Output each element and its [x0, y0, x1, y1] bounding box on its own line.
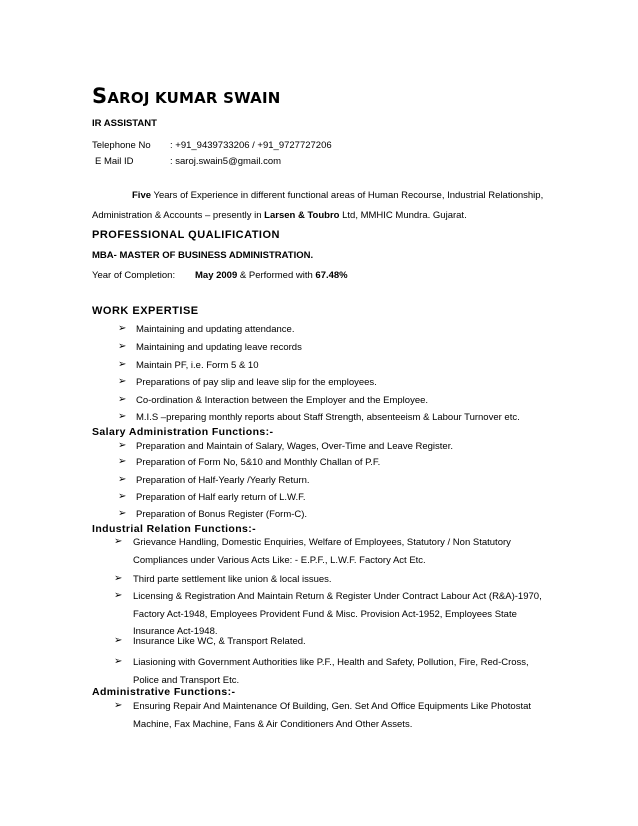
qualification-heading: PROFESSIONAL QUALIFICATION: [92, 229, 280, 241]
bullet-text: Police and Transport Etc.: [133, 674, 240, 686]
bullet-arrow-icon: ➢: [114, 656, 123, 667]
industrial-heading: Industrial Relation Functions:-: [92, 523, 257, 535]
bullet-text: Preparation of Half early return of L.W.F.: [136, 492, 306, 503]
bullet-arrow-icon: ➢: [118, 341, 127, 352]
bullet-text: Maintaining and updating leave records: [136, 342, 302, 353]
bullet-arrow-icon: ➢: [118, 376, 127, 387]
bullet-text: Licensing & Registration And Maintain Return & Register Under Contract Labour Act (R&A)-1970,: [133, 591, 542, 602]
bullet-arrow-icon: ➢: [118, 474, 127, 485]
salary-heading: Salary Administration Functions:-: [92, 426, 274, 438]
summary-line-2: Administration & Accounts – presently in Larsen & Toubro Ltd, MMHIC Mundra. Gujarat.: [92, 210, 467, 221]
bullet-arrow-icon: ➢: [118, 456, 127, 467]
bullet-text: Grievance Handling, Domestic Enquiries, Welfare of Employees, Statutory / Non Statutory: [133, 537, 511, 548]
completion-row: Year of Completion: May 2009 & Performed with 67.48%: [92, 270, 348, 281]
degree: MBA- MASTER OF BUSINESS ADMINISTRATION.: [92, 250, 314, 261]
bullet-arrow-icon: ➢: [118, 323, 127, 334]
bullet-text: Ensuring Repair And Maintenance Of Building, Gen. Set And Office Equipments Like Photostat: [133, 701, 532, 712]
bullet-text: Factory Act-1948, Employees Provident Fund & Misc. Provision Act-1952, Employees State: [133, 608, 517, 620]
bullet-text: Preparation of Form No, 5&10 and Monthly Challan of P.F.: [136, 457, 381, 468]
bullet-arrow-icon: ➢: [118, 508, 127, 519]
bullet-text: Insurance Act-1948.: [133, 626, 218, 637]
bullet-arrow-icon: ➢: [118, 491, 127, 502]
bullet-text: Compliances under Various Acts Like: - E.P.F., L.W.F. Factory Act Etc.: [133, 554, 426, 566]
bullet-text: Co-ordination & Interaction between the Employer and the Employee.: [136, 395, 429, 406]
bullet-text: Preparations of pay slip and leave slip for the employees.: [136, 377, 377, 388]
candidate-name: SAROJ KUMAR SWAIN: [92, 84, 281, 108]
bullet-text: Maintain PF, i.e. Form 5 & 10: [136, 360, 259, 371]
bullet-arrow-icon: ➢: [118, 440, 127, 451]
bullet-text: Preparation of Half-Yearly /Yearly Return.: [136, 475, 310, 486]
bullet-text: Preparation and Maintain of Salary, Wages, Over-Time and Leave Register.: [136, 441, 453, 452]
email-value: : saroj.swain5@gmail.com: [170, 156, 282, 167]
job-title: IR ASSISTANT: [92, 118, 157, 129]
bullet-text: Preparation of Bonus Register (Form-C).: [136, 509, 308, 520]
phone-value: : +91_9439733206 / +91_9727727206: [170, 140, 332, 151]
email-label: E Mail ID: [95, 156, 134, 167]
bullet-text: Machine, Fax Machine, Fans & Air Conditioners And Other Assets.: [133, 719, 413, 730]
bullet-arrow-icon: ➢: [118, 359, 127, 370]
bullet-arrow-icon: ➢: [114, 700, 123, 711]
bullet-arrow-icon: ➢: [118, 411, 127, 422]
company-name: Larsen & Toubro: [264, 210, 340, 221]
bullet-text: Liasioning with Government Authorities like P.F., Health and Safety, Pollution, Fire, Red-Cross,: [133, 657, 529, 668]
bullet-arrow-icon: ➢: [114, 536, 123, 547]
phone-label: Telephone No: [92, 140, 151, 151]
bullet-arrow-icon: ➢: [114, 590, 123, 601]
summary-line-1: Five Years of Experience in different functional areas of Human Recourse, Industrial Relationship,: [132, 190, 544, 201]
bullet-text: Third parte settlement like union & local issues.: [133, 574, 332, 585]
work-expertise-heading: WORK EXPERTISE: [92, 305, 199, 317]
bullet-text: Maintaining and updating attendance.: [136, 324, 295, 335]
administrative-heading: Administrative Functions:-: [92, 686, 236, 698]
bullet-text: M.I.S –preparing monthly reports about Staff Strength, absenteeism & Labour Turnover etc.: [136, 412, 520, 423]
email-row: [95, 156, 281, 167]
bullet-arrow-icon: ➢: [114, 635, 123, 646]
phone-row: [92, 140, 332, 151]
bullet-arrow-icon: ➢: [118, 394, 127, 405]
bullet-text: Insurance Like WC, & Transport Related.: [133, 636, 306, 647]
bullet-arrow-icon: ➢: [114, 573, 123, 584]
